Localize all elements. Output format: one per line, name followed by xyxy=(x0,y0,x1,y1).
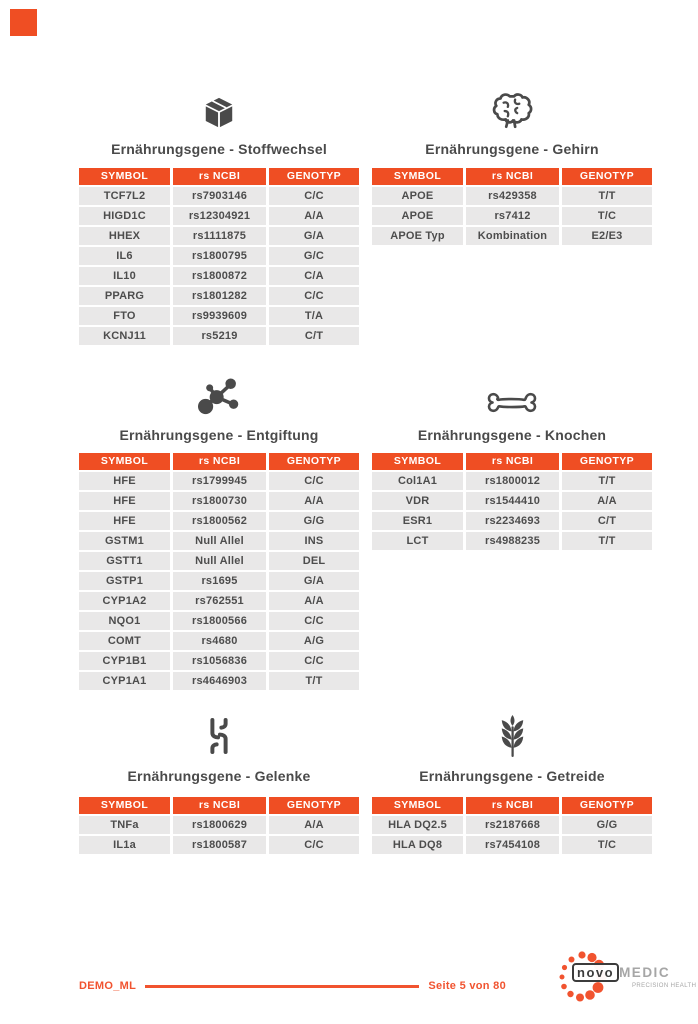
rs-ncbi-cell: rs1800795 xyxy=(173,247,266,265)
gene-symbol-cell: TCF7L2 xyxy=(79,187,170,205)
rs-ncbi-cell: Null Allel xyxy=(173,552,266,570)
gene-symbol-cell: NQO1 xyxy=(79,612,170,630)
genotype-cell: A/A xyxy=(269,207,359,225)
genotype-cell: A/A xyxy=(269,492,359,510)
genotype-cell: G/A xyxy=(269,227,359,245)
rs-ncbi-cell: rs4680 xyxy=(173,632,266,650)
genotype-cell: A/A xyxy=(269,816,359,834)
rs-ncbi-cell: rs1111875 xyxy=(173,227,266,245)
rs-ncbi-cell: rs1800562 xyxy=(173,512,266,530)
genotype-cell: C/T xyxy=(562,512,652,530)
genotype-cell: C/C xyxy=(269,287,359,305)
gene-table-getreide xyxy=(372,797,652,854)
genotype-cell: T/T xyxy=(562,532,652,550)
cube-icon xyxy=(79,84,359,130)
gene-symbol-cell: TNFa xyxy=(79,816,170,834)
rs-ncbi-cell: rs1695 xyxy=(173,572,266,590)
genotype-cell: G/C xyxy=(269,247,359,265)
genotype-cell: G/G xyxy=(269,512,359,530)
rs-ncbi-cell: rs2187668 xyxy=(466,816,559,834)
genotype-cell: C/C xyxy=(269,187,359,205)
gene-symbol-cell: IL1a xyxy=(79,836,170,854)
genotype-cell: E2/E3 xyxy=(562,227,652,245)
column-header-symbol: SYMBOL xyxy=(79,453,170,470)
genotype-cell: DEL xyxy=(269,552,359,570)
rs-ncbi-cell: rs7412 xyxy=(466,207,559,225)
gene-symbol-cell: HHEX xyxy=(79,227,170,245)
gene-table-entgiftung xyxy=(79,453,359,690)
rs-ncbi-cell: rs1800730 xyxy=(173,492,266,510)
section-title: Ernährungsgene - Stoffwechsel xyxy=(111,141,327,157)
column-header-rs-ncbi: rs NCBI xyxy=(173,168,266,185)
rs-ncbi-cell: Kombination xyxy=(466,227,559,245)
genotype-cell: T/T xyxy=(562,187,652,205)
rs-ncbi-cell: rs1799945 xyxy=(173,472,266,490)
genotype-cell: T/T xyxy=(562,472,652,490)
rs-ncbi-cell: rs1544410 xyxy=(466,492,559,510)
rs-ncbi-cell: rs1800566 xyxy=(173,612,266,630)
genotype-cell: C/C xyxy=(269,652,359,670)
corner-brand-square xyxy=(10,9,37,36)
rs-ncbi-cell: rs762551 xyxy=(173,592,266,610)
wheat-icon xyxy=(372,711,652,757)
column-header-rs-ncbi: rs NCBI xyxy=(173,797,266,814)
gene-table-knochen xyxy=(372,453,652,550)
gene-symbol-cell: HLA DQ8 xyxy=(372,836,463,854)
genotype-cell: C/C xyxy=(269,612,359,630)
column-header-rs-ncbi: rs NCBI xyxy=(173,453,266,470)
gene-symbol-cell: GSTT1 xyxy=(79,552,170,570)
column-header-genotyp: GENOTYP xyxy=(269,797,359,814)
genotype-cell: G/G xyxy=(562,816,652,834)
gene-symbol-cell: HFE xyxy=(79,512,170,530)
logo-novo-text: novo xyxy=(572,963,619,982)
gene-symbol-cell: APOE Typ xyxy=(372,227,463,245)
section-gelenke xyxy=(79,711,359,854)
rs-ncbi-cell: rs1800587 xyxy=(173,836,266,854)
column-header-genotyp: GENOTYP xyxy=(562,453,652,470)
column-header-genotyp: GENOTYP xyxy=(562,168,652,185)
gene-symbol-cell: CYP1A1 xyxy=(79,672,170,690)
joint-icon xyxy=(79,711,359,757)
genotype-cell: T/C xyxy=(562,207,652,225)
genotype-cell: T/T xyxy=(269,672,359,690)
rs-ncbi-cell: rs9939609 xyxy=(173,307,266,325)
gene-symbol-cell: HFE xyxy=(79,472,170,490)
logo-medic-text: MEDIC xyxy=(619,965,671,980)
column-header-genotyp: GENOTYP xyxy=(562,797,652,814)
footer-doc-label: DEMO_ML xyxy=(79,980,137,992)
rs-ncbi-cell: rs2234693 xyxy=(466,512,559,530)
section-title: Ernährungsgene - Getreide xyxy=(419,768,605,784)
genotype-cell: T/C xyxy=(562,836,652,854)
genotype-cell: C/A xyxy=(269,267,359,285)
rs-ncbi-cell: rs7454108 xyxy=(466,836,559,854)
genotype-cell: C/C xyxy=(269,472,359,490)
gene-table-gehirn xyxy=(372,168,652,245)
section-knochen xyxy=(372,370,652,550)
section-title: Ernährungsgene - Knochen xyxy=(417,427,607,443)
gene-symbol-cell: COMT xyxy=(79,632,170,650)
column-header-rs-ncbi: rs NCBI xyxy=(466,168,559,185)
rs-ncbi-cell: rs1800872 xyxy=(173,267,266,285)
gene-symbol-cell: CYP1A2 xyxy=(79,592,170,610)
genotype-cell: A/G xyxy=(269,632,359,650)
rs-ncbi-cell: rs4988235 xyxy=(466,532,559,550)
novomedic-logo xyxy=(556,946,698,1010)
gene-symbol-cell: PPARG xyxy=(79,287,170,305)
genotype-cell: C/C xyxy=(269,836,359,854)
column-header-genotyp: GENOTYP xyxy=(269,168,359,185)
column-header-symbol: SYMBOL xyxy=(79,797,170,814)
section-gehirn xyxy=(372,84,652,245)
gene-symbol-cell: GSTP1 xyxy=(79,572,170,590)
gene-symbol-cell: HLA DQ2.5 xyxy=(372,816,463,834)
column-header-symbol: SYMBOL xyxy=(372,168,463,185)
gene-symbol-cell: KCNJ11 xyxy=(79,327,170,345)
column-header-rs-ncbi: rs NCBI xyxy=(466,453,559,470)
section-title: Ernährungsgene - Entgiftung xyxy=(119,427,319,443)
gene-symbol-cell: VDR xyxy=(372,492,463,510)
column-header-symbol: SYMBOL xyxy=(372,797,463,814)
rs-ncbi-cell: rs4646903 xyxy=(173,672,266,690)
section-getreide xyxy=(372,711,652,854)
gene-table-gelenke xyxy=(79,797,359,854)
rs-ncbi-cell: rs7903146 xyxy=(173,187,266,205)
gene-symbol-cell: CYP1B1 xyxy=(79,652,170,670)
rs-ncbi-cell: rs5219 xyxy=(173,327,266,345)
genotype-cell: A/A xyxy=(562,492,652,510)
rs-ncbi-cell: Null Allel xyxy=(173,532,266,550)
gene-symbol-cell: ESR1 xyxy=(372,512,463,530)
gene-symbol-cell: Col1A1 xyxy=(372,472,463,490)
logo-tagline: PRECISION HEALTH xyxy=(632,983,697,989)
genotype-cell: T/A xyxy=(269,307,359,325)
rs-ncbi-cell: rs429358 xyxy=(466,187,559,205)
genotype-cell: C/T xyxy=(269,327,359,345)
column-header-symbol: SYMBOL xyxy=(79,168,170,185)
section-stoffwechsel xyxy=(79,84,359,345)
rs-ncbi-cell: rs1056836 xyxy=(173,652,266,670)
section-title: Ernährungsgene - Gelenke xyxy=(127,768,311,784)
rs-ncbi-cell: rs1800629 xyxy=(173,816,266,834)
column-header-genotyp: GENOTYP xyxy=(269,453,359,470)
gene-table-stoffwechsel xyxy=(79,168,359,345)
column-header-symbol: SYMBOL xyxy=(372,453,463,470)
genotype-cell: G/A xyxy=(269,572,359,590)
gene-symbol-cell: APOE xyxy=(372,207,463,225)
section-title: Ernährungsgene - Gehirn xyxy=(425,141,599,157)
gene-symbol-cell: IL6 xyxy=(79,247,170,265)
gene-symbol-cell: HFE xyxy=(79,492,170,510)
bone-icon xyxy=(372,370,652,416)
section-entgiftung xyxy=(79,370,359,690)
gene-symbol-cell: LCT xyxy=(372,532,463,550)
genotype-cell: A/A xyxy=(269,592,359,610)
genotype-cell: INS xyxy=(269,532,359,550)
footer-page-label: Seite 5 von 80 xyxy=(428,980,506,992)
gene-symbol-cell: HIGD1C xyxy=(79,207,170,225)
molecule-icon xyxy=(79,370,359,416)
gene-symbol-cell: APOE xyxy=(372,187,463,205)
gene-symbol-cell: IL10 xyxy=(79,267,170,285)
brain-icon xyxy=(372,84,652,130)
rs-ncbi-cell: rs1801282 xyxy=(173,287,266,305)
gene-symbol-cell: GSTM1 xyxy=(79,532,170,550)
gene-symbol-cell: FTO xyxy=(79,307,170,325)
column-header-rs-ncbi: rs NCBI xyxy=(466,797,559,814)
footer xyxy=(79,980,506,992)
rs-ncbi-cell: rs1800012 xyxy=(466,472,559,490)
rs-ncbi-cell: rs12304921 xyxy=(173,207,266,225)
footer-divider-line xyxy=(145,985,419,988)
